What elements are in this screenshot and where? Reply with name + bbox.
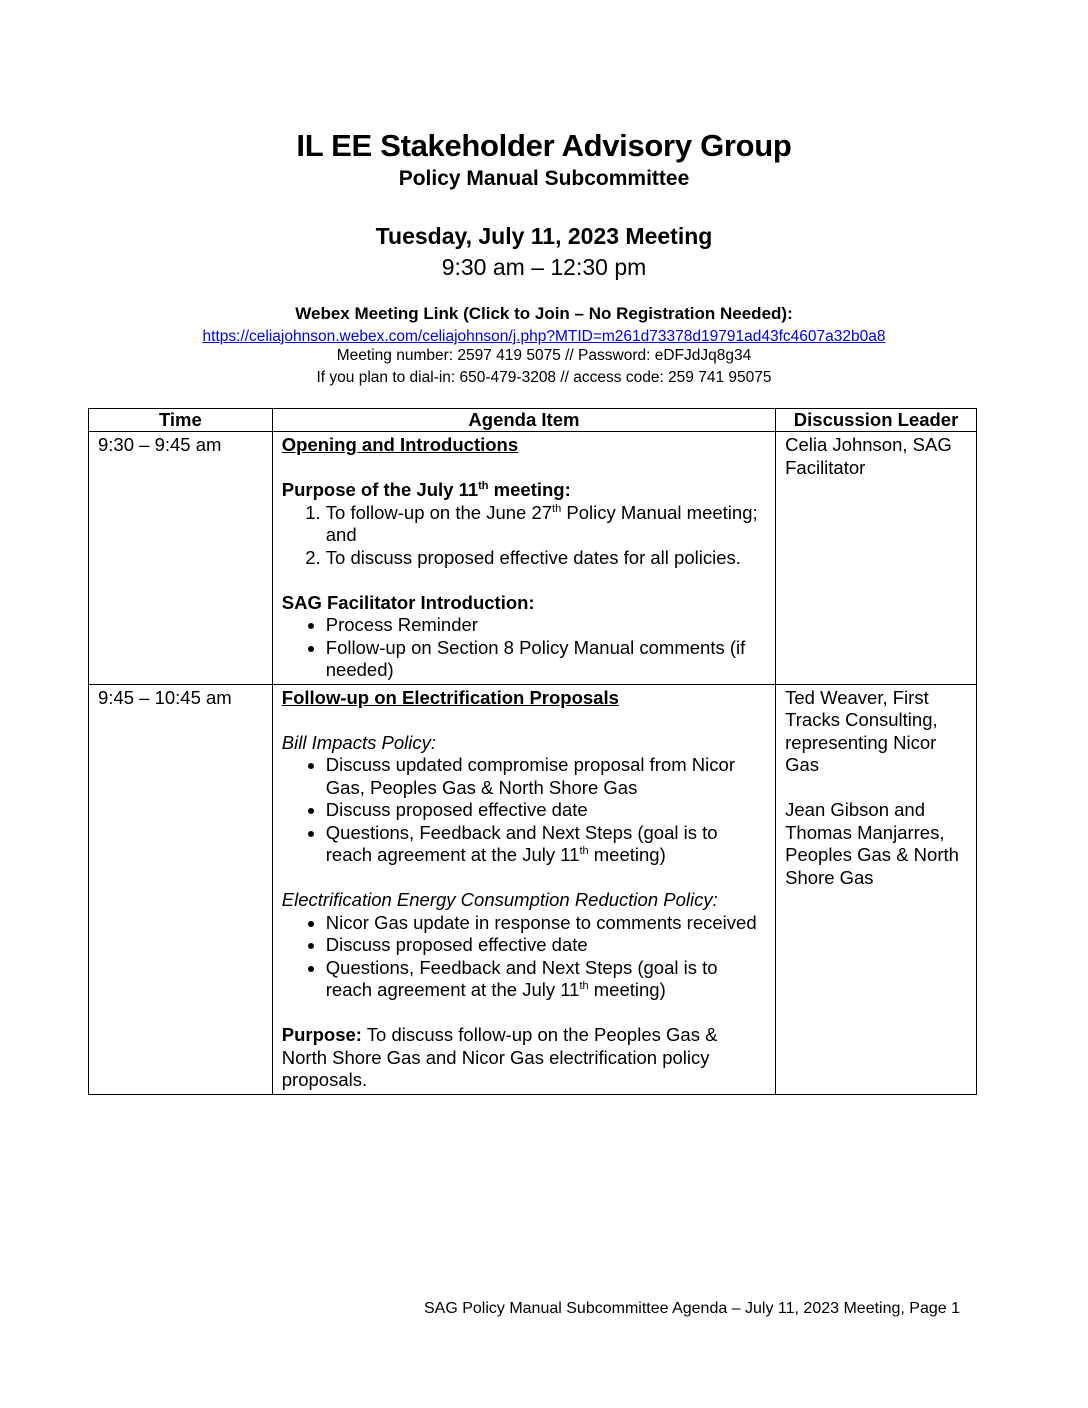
dial-in-info: If you plan to dial-in: 650-479-3208 // access code: 259 741 95075 [316,369,772,386]
list-item: • Questions, Feedback and Next Steps (goal is to reach agreement at the July 11th meeting) [326,822,767,867]
row1-leader: Celia Johnson, SAG Facilitator [776,432,977,685]
row2-bill-impacts-label: Bill Impacts Policy: [281,731,436,753]
document-title: IL EE Stakeholder Advisory Group [296,128,792,163]
row1-facilitator-list [282,614,767,682]
row2-leader [776,684,977,1094]
row1-purpose-label: Purpose of the July 11th meeting: [281,479,571,500]
list-item: • Discuss proposed effective date [326,799,767,822]
header-discussion-leader: Discussion Leader [776,409,977,432]
row2-leader-1: Ted Weaver, First Tracks Consulting, representing Nicor Gas [785,686,938,775]
row1-item-title: Opening and Introductions [281,434,519,455]
row2-agenda-item [272,684,775,1094]
webex-heading: Webex Meeting Link (Click to Join – No Registration Needed): [295,304,793,323]
row1-purpose-list [282,502,767,570]
row1-agenda-item [272,432,775,685]
page-footer: SAG Policy Manual Subcommittee Agenda – July 11, 2023 Meeting, Page 1 [423,1300,960,1317]
meeting-date: Tuesday, July 11, 2023 Meeting [375,223,713,249]
list-item: • Discuss proposed effective date [326,934,767,957]
list-item: 2. To discuss proposed effective dates for all policies. [326,547,767,570]
row2-leader-2: Jean Gibson and Thomas Manjarres, Peoples Gas & North Shore Gas [785,799,959,888]
list-item: 1. To follow-up on the June 27th Policy Manual meeting; and [326,502,767,547]
header-time: Time [89,409,273,432]
webex-link[interactable]: https://celiajohnson.webex.com/celiajohnson/j.php?MTID=m261d73378d19791ad43fc4607a32b0a8 [202,328,886,345]
agenda-table [88,408,977,1095]
table-header-row [89,409,977,432]
list-item: • Discuss updated compromise proposal from Nicor Gas, Peoples Gas & North Shore Gas [326,754,767,799]
meeting-time: 9:30 am – 12:30 pm [441,254,647,280]
list-item: • Follow-up on Section 8 Policy Manual comments (if needed) [326,637,767,682]
table-row [89,684,977,1094]
table-row [89,432,977,685]
meeting-number: Meeting number: 2597 419 5075 // Password: eDFJdJq8g34 [336,347,752,364]
row1-facilitator-label: SAG Facilitator Introduction: [281,591,535,613]
list-item: • Nicor Gas update in response to comments received [326,912,767,935]
row2-electrification-list [282,912,767,1002]
row2-time: 9:45 – 10:45 am [89,684,273,1094]
row2-electrification-label: Electrification Energy Consumption Reduction Policy: [281,889,718,910]
list-item: • Questions, Feedback and Next Steps (goal is to reach agreement at the July 11th meeting) [326,957,767,1002]
row1-time: 9:30 – 9:45 am [89,432,273,685]
row2-bill-impacts-list [282,754,767,867]
row2-purpose: Purpose: To discuss follow-up on the Peoples Gas & North Shore Gas and Nicor Gas electrification policy proposals. [281,1024,718,1090]
header-agenda-item: Agenda Item [272,409,775,432]
row2-item-title: Follow-up on Electrification Proposals [281,686,619,708]
document-subtitle: Policy Manual Subcommittee [398,167,690,190]
list-item: • Process Reminder [326,614,767,637]
